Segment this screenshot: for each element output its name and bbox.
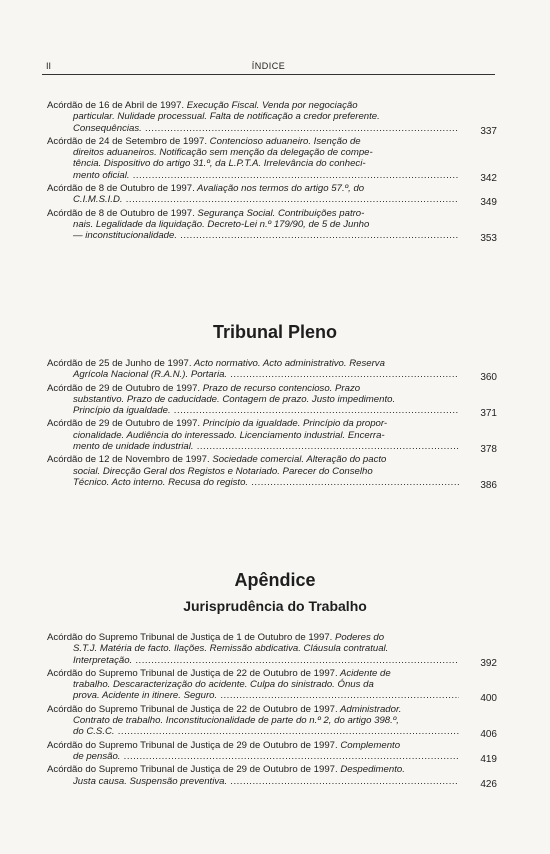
entry-subject: Administrador.: [337, 703, 402, 715]
entry-page-number: 371: [480, 408, 497, 420]
entry-case-ref: Acórdão de 29 de Outubro de 1997.: [47, 418, 201, 430]
entry-first-line: [47, 418, 459, 429]
entry-case-ref: Acórdão do Supremo Tribunal de Justiça de 29 de Outubro de 1997.: [47, 739, 338, 751]
toc-entry: [47, 207, 497, 245]
entry-case-ref: Acórdão do Supremo Tribunal de Justiça de 29 de Outubro de 1997.: [47, 764, 338, 776]
entry-subject-continued: trabalho. Descaracterização do acidente. Culpa do sinistrado. Ónus da: [73, 679, 374, 691]
section-apendice: [47, 632, 497, 789]
entry-subject-continued: tência. Dispositivo do artigo 31.º, da L.P.T.A. Irrelevância do conheci-: [73, 158, 366, 170]
entry-page-number: 392: [480, 657, 497, 669]
section-tributario: [47, 100, 497, 244]
entry-subject-continued: cionalidade. Audiência do interessado. Licenciamento industrial. Encerra-: [73, 429, 385, 441]
entry-page-number: 342: [480, 172, 497, 184]
entry-last-line: Justa causa. Suspensão preventiva. .....: [47, 776, 459, 787]
entry-first-line: [47, 668, 459, 679]
entry-page-number: 386: [480, 479, 497, 491]
entry-last-line: — inconstitucionalidade. .....: [47, 230, 459, 241]
entry-subject: Poderes do: [332, 632, 385, 643]
entry-first-line: [47, 454, 459, 465]
entry-last-line: mento oficial. .....: [47, 170, 459, 181]
toc-entry: [47, 703, 497, 741]
entry-subject-continued: social. Direcção Geral dos Registos e Notariado. Parecer do Conselho: [73, 465, 373, 477]
entry-case-ref: Acórdão de 12 de Novembro de 1997.: [47, 454, 210, 466]
entry-subject-continued: nais. Legalidade da liquidação. Decreto-Lei n.º 179/90, de 5 de Junho: [73, 218, 370, 230]
entry-last-line: Agrícola Nacional (R.A.N.). Portaria. .....: [47, 369, 459, 380]
entry-case-ref: Acórdão de 8 de Outubro de 1997.: [47, 183, 195, 195]
entry-page-number: 406: [480, 729, 497, 741]
entry-subject: Avaliação nos termos do artigo 57.º, do: [194, 183, 365, 195]
entry-last-line: C.I.M.S.I.D. .....: [47, 194, 459, 205]
entry-first-line: [47, 764, 459, 775]
entry-subject-continued: particular. Nulidade processual. Falta de notificação a credor preferente.: [73, 111, 380, 123]
entry-subject: Acto normativo. Acto administrativo. Reserva: [191, 358, 385, 369]
entry-page-number: 349: [480, 197, 497, 209]
entry-subject: Prazo de recurso contencioso. Prazo: [200, 382, 361, 394]
entry-last-line: Princípio da igualdade. .....: [47, 405, 459, 416]
entry-case-ref: Acórdão do Supremo Tribunal de Justiça de 1 de Outubro de 1997.: [47, 632, 333, 643]
entry-first-line: [47, 632, 459, 643]
entry-page-number: 353: [480, 233, 497, 245]
entry-page-number: 419: [480, 753, 497, 765]
toc-entry: [47, 382, 497, 420]
toc-entry: [47, 183, 497, 209]
toc-entry: [47, 454, 497, 491]
entry-subject-continued: S.T.J. Matéria de facto. Ilações. Remissão abdicativa. Cláusula contratual.: [73, 643, 389, 655]
entry-subject: Princípio da igualdade. Princípio da propor-: [200, 418, 388, 430]
entry-case-ref: Acórdão do Supremo Tribunal de Justiça de 22 de Outubro de 1997.: [47, 667, 338, 679]
entry-last-line: Técnico. Acto interno. Recusa do registo. .....: [47, 477, 459, 488]
entry-first-line: [47, 183, 459, 194]
section-title-tribunal-pleno: Tribunal Pleno: [212, 322, 337, 342]
entry-case-ref: Acórdão de 24 de Setembro de 1997.: [47, 135, 208, 147]
entry-case-ref: Acórdão de 29 de Outubro de 1997.: [47, 382, 201, 394]
entry-subject-continued: direitos aduaneiros. Notificação sem menção da delegação de compe-: [73, 147, 373, 159]
entry-first-line: [47, 100, 459, 111]
entry-last-line: prova. Acidente in itinere. Seguro. .....: [47, 690, 459, 701]
entry-last-line: do C.S.C. .....: [47, 726, 459, 737]
entry-case-ref: Acórdão de 25 de Junho de 1997.: [47, 358, 192, 369]
entry-page-number: 400: [480, 693, 497, 705]
entry-page-number: 337: [480, 125, 497, 137]
entry-subject: Execução Fiscal. Venda por negociação: [184, 100, 358, 111]
entry-subject: Despedimento.: [337, 764, 405, 776]
running-header: [42, 60, 495, 75]
entry-case-ref: Acórdão de 16 de Abril de 1997.: [47, 100, 185, 111]
entry-subject: Segurança Social. Contribuições patro-: [194, 207, 365, 219]
entry-first-line: [47, 704, 459, 715]
entry-subject: Contencioso aduaneiro. Isenção de: [207, 135, 361, 147]
toc-entry: [47, 667, 497, 705]
toc-entry: [47, 764, 497, 790]
toc-entry: [47, 632, 497, 669]
entry-subject: Complemento: [337, 739, 401, 751]
section-subtitle-jurisprudencia: Jurisprudência do Trabalho: [183, 598, 367, 614]
entry-page-number: 426: [480, 778, 497, 790]
entry-page-number: 378: [480, 444, 497, 456]
toc-entry: [47, 740, 497, 763]
entry-first-line: [47, 208, 459, 219]
entry-last-line: de pensão. .....: [47, 751, 459, 762]
toc-entry: [47, 418, 497, 456]
header-page-number: II: [46, 61, 52, 71]
section-title-apendice: Apêndice: [234, 570, 316, 590]
toc-entry: [47, 358, 497, 384]
toc-entry: [47, 100, 497, 137]
entry-page-number: 360: [480, 372, 497, 384]
entry-first-line: [47, 358, 459, 369]
entry-first-line: [47, 383, 459, 394]
entry-last-line: Interpretação. .....: [47, 655, 459, 666]
entry-last-line: mento de unidade industrial. .....: [47, 441, 459, 452]
entry-case-ref: Acórdão do Supremo Tribunal de Justiça de 22 de Outubro de 1997.: [47, 703, 338, 715]
entry-subject: Sociedade comercial. Alteração do pacto: [209, 454, 387, 466]
entry-first-line: [47, 136, 459, 147]
entry-last-line: Consequências. .....: [47, 123, 459, 134]
entry-subject-continued: substantivo. Prazo de caducidade. Contagem de prazo. Justo impedimento.: [73, 393, 396, 405]
header-title: ÍNDICE: [251, 61, 286, 71]
entry-first-line: [47, 740, 459, 751]
entry-subject: Acidente de: [337, 667, 391, 679]
entry-case-ref: Acórdão de 8 de Outubro de 1997.: [47, 207, 195, 219]
entry-subject-continued: Contrato de trabalho. Inconstitucionalidade de parte do n.º 2, do artigo 398.º,: [73, 715, 399, 727]
section-tribunal-pleno: [47, 358, 497, 490]
toc-entry: [47, 135, 497, 184]
